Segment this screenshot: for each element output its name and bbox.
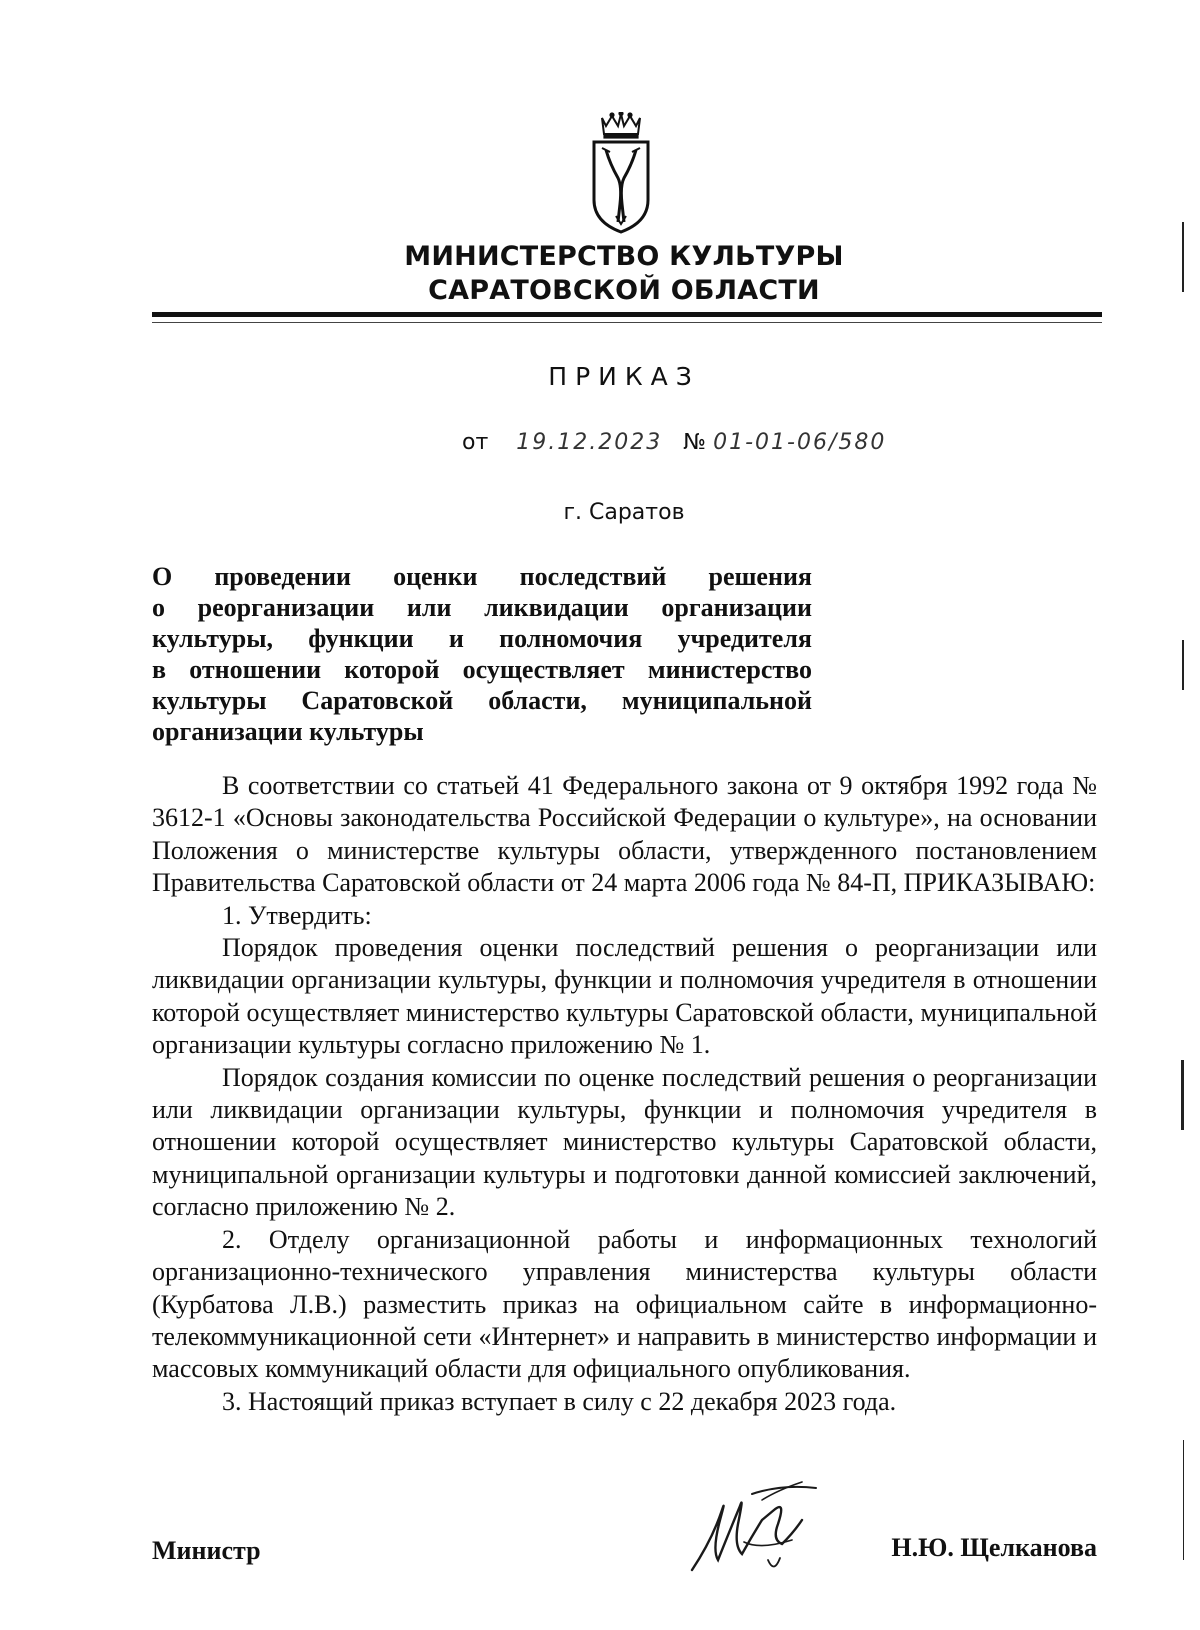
number-prefix: № [683,430,707,455]
scan-edge-mark [1181,1060,1184,1130]
subject-line: организации культуры [152,717,424,746]
ministry-title-line-1: МИНИСТЕРСТВО КУЛЬТУРЫ [404,241,844,272]
document-type: ПРИКАЗ [548,362,700,391]
subject-line: О проведении оценки последствий решения [152,562,812,591]
subject-line: культуры, функции и полномочия учредителя [152,624,812,653]
document-reference [462,430,886,455]
scan-edge-mark [1183,1440,1184,1560]
item-3-paragraph: 3. Настоящий приказ вступает в силу с 22 декабря 2023 года. [222,1386,897,1416]
handwritten-date: 19.12.2023 [516,430,663,455]
date-prefix: от [462,430,489,455]
subject-line: в отношении которой осуществляет министерство [152,655,812,684]
signature-block [152,1518,1097,1578]
city-line: г. Саратов [563,500,685,525]
item-2-paragraph: 2. Отделу организационной работы и информационных технологий организационно-технического управления министерства культуры области (Курбатова Л.В.) разместить приказ на официальном сайте в информационно-телекоммуникационной сети «Интернет» и направить в министерство информации и массовых коммуникаций области для официального опубликования. [152,1224,1097,1384]
order-subject [152,561,812,747]
order-body [152,770,1097,1418]
ministry-title-line-2: САРАТОВСКОЙ ОБЛАСТИ [428,275,820,306]
saratov-coat-of-arms-icon [588,112,654,236]
scan-edge-mark [1182,640,1184,690]
preamble-paragraph: В соответствии со статьей 41 Федерального закона от 9 октября 1992 года № 3612-1 «Основы законодательства Российской Федерации о культуре», на основании Положения о министерстве культуры области, утвержденного постановлением Правительства Саратовской области от 24 марта 2006 года № 84-П, ПРИКАЗЫВАЮ: [152,771,1097,898]
item-1-procedure-2: Порядок создания комиссии по оценке последствий решения о реорганизации или ликвидации организации культуры, функции и полномочия учредителя в отношении которой осуществляет министерство культуры Саратовской области, муниципальной организации культуры и подготовки данной комиссией заключений, согласно приложению № 2. [152,1062,1097,1222]
handwritten-number: 01-01-06/580 [713,430,887,455]
header-rule-thin [152,322,1102,323]
item-1-procedure-1: Порядок проведения оценки последствий решения о реорганизации или ликвидации организации культуры, функции и полномочия учредителя в отношении которой осуществляет министерство культуры Саратовской области, муниципальной организации культуры согласно приложению № 1. [152,933,1097,1060]
signatory-title: Министр [152,1536,261,1565]
signatory-name: Н.Ю. Щелканова [891,1533,1097,1562]
subject-line: культуры Саратовской области, муниципальной [152,686,812,715]
header-rule-thick [152,312,1102,317]
subject-line: о реорганизации или ликвидации организации [152,593,812,622]
item-1-heading: 1. Утвердить: [222,900,372,930]
handwritten-signature-icon [682,1480,822,1580]
